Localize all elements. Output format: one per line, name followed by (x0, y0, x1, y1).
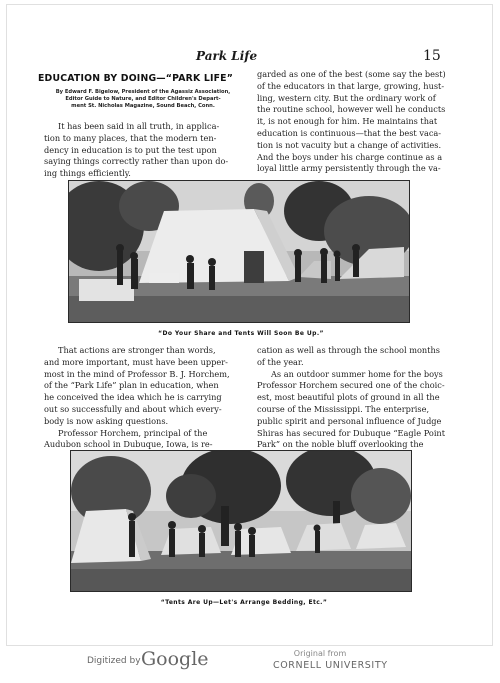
paragraph-line: most in the mind of Professor B. J. Horchem, (44, 368, 230, 379)
right-column-bottom (257, 345, 463, 451)
paragraph-line: tion to many places, that the modern ten- (44, 132, 217, 143)
paragraph-line: cation as well as through the school months (257, 345, 440, 355)
paragraph-line: tion is not vacuity but a change of activities. (257, 139, 442, 150)
paragraph-line: ling, western city. But the ordinary work of (257, 92, 436, 103)
google-logo: Google (141, 648, 209, 670)
paragraph-line: of the educators in that large, growing, hust- (257, 80, 445, 91)
paragraph-line: he conceived the idea which he is carrying (44, 392, 222, 403)
left-column-top (44, 121, 248, 180)
byline-line: ment St. Nicholas Magazine, Sound Beach, Conn. (71, 103, 215, 109)
paragraph-line: Park” on the noble bluff overlooking the (257, 439, 424, 450)
original-from-label: Original from (293, 649, 347, 658)
paragraph-line: of the year. (257, 356, 304, 367)
paragraph-line: As an outdoor summer home for the boys (271, 368, 443, 379)
paragraph-line: It has been said in all truth, in applica- (58, 121, 220, 131)
paragraph-line: education is continuous—that the best vaca- (257, 127, 442, 138)
paragraph-line: body is now asking questions. (44, 415, 169, 426)
photo-image (71, 451, 411, 591)
paragraph-line: loyal little army persistently through the va- (257, 163, 441, 174)
article-title: EDUCATION BY DOING—“PARK LIFE” (38, 73, 234, 84)
paragraph-line: of the “Park Life” plan in education, when (44, 380, 219, 391)
byline-line: By Edward F. Bigelow, President of the Agassiz Association, (55, 89, 231, 95)
paragraph-line: Professor Horchem, principal of the (58, 427, 208, 438)
photograph-tents-going-up (68, 180, 410, 323)
page-number: 15 (423, 48, 441, 64)
paragraph-line: est, most beautiful plots of ground in all the (257, 392, 440, 403)
left-column-bottom (44, 345, 250, 451)
byline-line: Editor Guide to Nature, and Editor Children's Depart- (65, 96, 221, 102)
right-column-top (257, 69, 463, 175)
paragraph-line: ing things efficiently. (44, 168, 131, 179)
paragraph-line: out so successfully and about which every- (44, 403, 222, 414)
institution-name: CORNELL UNIVERSITY (273, 660, 388, 671)
paragraph-line: saying things correctly rather than upon do- (44, 156, 229, 167)
digitized-by-label: Digitized by (87, 656, 141, 666)
paragraph-line: dency in education is to put the test upon (44, 144, 217, 155)
paragraph-line: garded as one of the best (some say the best) (257, 69, 446, 79)
paragraph-line: public spirit and personal influence of Judge (257, 415, 442, 426)
byline (40, 89, 246, 110)
photo-caption-2: “Tents Are Up—Let's Arrange Bedding, Etc.” (160, 599, 328, 606)
running-title: Park Life (196, 49, 258, 63)
paragraph-line: And the boys under his charge continue as a (257, 151, 443, 162)
paragraph-line: the routine school, however well he conducts (257, 104, 446, 115)
paragraph-line: Professor Horchem secured one of the choic- (257, 380, 445, 391)
photo-image (69, 181, 409, 322)
photo-caption-1: “Do Your Share and Tents Will Soon Be Up.” (158, 330, 324, 337)
paragraph-line: That actions are stronger than words, (58, 345, 216, 355)
photograph-tents-up (70, 450, 412, 592)
paragraph-line: Shiras has secured for Dubuque “Eagle Point (257, 427, 445, 438)
paragraph-line: and more important, must have been upper- (44, 356, 228, 367)
paragraph-line: course of the Mississippi. The enterprise, (257, 403, 430, 414)
paragraph-line: it, is not enough for him. He maintains that (257, 116, 438, 127)
paragraph-line: Audubon school in Dubuque, Iowa, is re- (44, 439, 213, 450)
